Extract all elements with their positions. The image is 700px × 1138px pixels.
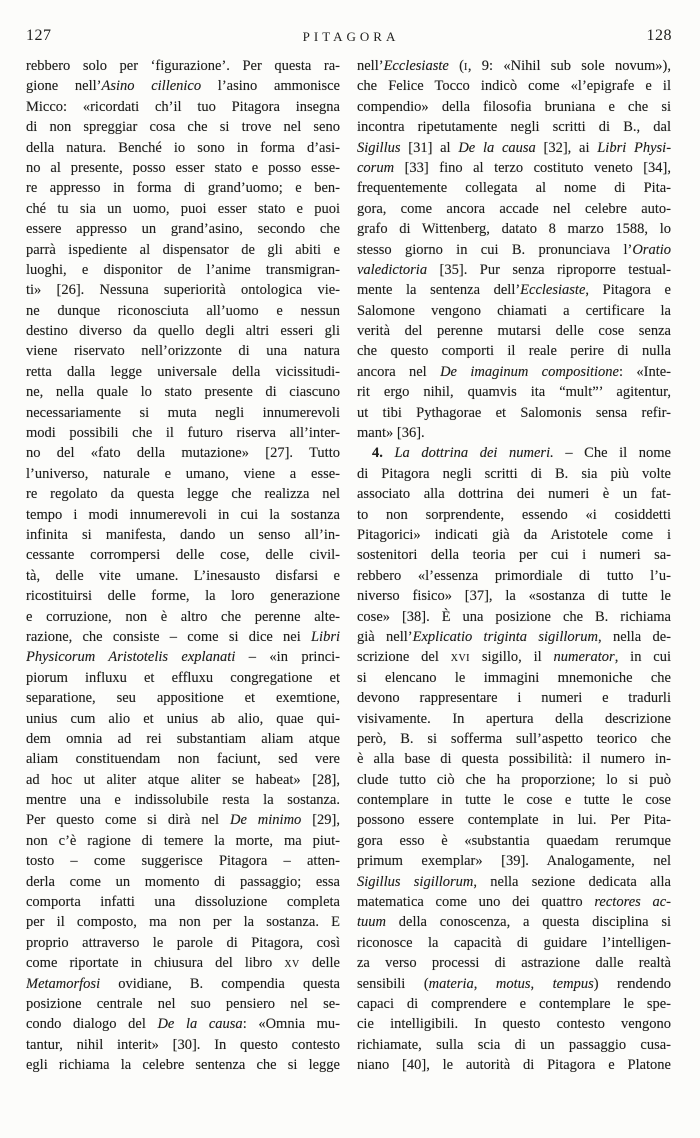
text-line: sensibili (materia, motus, tempus) rendendo <box>357 975 671 992</box>
text-line: è alla base di questa possibilità: il numero in- <box>357 751 671 768</box>
text-line: che questo comporti il reale perire di nulla <box>357 343 671 360</box>
text-line: rebbero solo per ‘figurazione’. Per questa ra- <box>26 58 340 74</box>
text-line: niverso fisico» [37], la «sostanza di tutte le <box>357 588 671 605</box>
text-line: contemplare in tutte le cose e tutte le cose <box>357 792 671 809</box>
text-line: ricostituirsi delle forme, la loro generazione <box>26 588 340 605</box>
text-line: gora esso è «substantia quaedam rerumque <box>357 832 671 849</box>
text-line: ché tu sia un uomo, puoi esser stato e puoi <box>26 200 340 217</box>
text-line: sostenitori della teoria per cui i numeri sa- <box>357 547 671 564</box>
text-line: no del «fato della mutazione» [27]. Tutto <box>26 445 340 462</box>
running-title: PITAGORA <box>302 29 400 44</box>
text-line: si elencano le immagini mnemoniche che <box>357 669 671 686</box>
text-line: tà, delle vite umane. L’inesausto disfarsi e <box>26 567 340 584</box>
text-line: capaci di comprendere e contemplare le spe- <box>357 995 671 1012</box>
italic-run: Ecclesiaste <box>383 58 449 74</box>
text-line: Salomone vengono chiamati a certificare la <box>357 302 671 319</box>
text-line: stesso giorno in cui B. pronunciava l’Oratio <box>357 241 671 258</box>
text-line: 4. La dottrina dei numeri. – Che il nome <box>372 445 671 462</box>
text-line: modi possibili che il futuro riserva all’inter- <box>26 425 340 442</box>
text-line: clude tutto ciò che ha proporzione; lo si può <box>357 771 671 788</box>
text-line: posizione centrale nel suo pensiero nel se- <box>26 995 340 1012</box>
italic-run: tempus <box>552 975 594 992</box>
text-line: matematica come uno dei quattro rectores ac- <box>357 894 671 911</box>
text-line: mente la sentenza dell’Ecclesiaste, Pitagora e <box>357 282 671 299</box>
text-line: possono essere contemplate in lui. Per Pita- <box>357 812 671 829</box>
italic-run: Libri <box>310 628 340 645</box>
italic-run: Asino cillenico <box>101 78 202 95</box>
text-line: ancora nel De imaginum compositione: «Inte- <box>357 363 671 380</box>
text-line: Metamorfosi ovidiane, B. compendia questa <box>26 975 340 992</box>
italic-run: Metamorfosi <box>26 975 101 992</box>
left-page-number: 127 <box>26 27 52 44</box>
right-text-column <box>357 56 671 1076</box>
italic-run: Sigillus <box>357 139 401 156</box>
text-line: però, B. si sofferma sull’aspetto teorico che <box>357 730 671 747</box>
italic-run: De la causa <box>157 1016 243 1033</box>
italic-run: valedictoria <box>357 261 428 278</box>
text-line: za verso processi di astrazione dalle realtà <box>357 955 671 972</box>
text-line: della natura. Benché io sono in forma d’asi- <box>26 139 340 156</box>
text-line: Sigillus [31] al De la causa [32], ai Libri Physi- <box>357 139 671 156</box>
text-line: mant» [36]. <box>357 425 425 442</box>
text-line: compendio» della filosofia bruniana e che si <box>357 98 671 115</box>
text-line: Per questo come si dirà nel De minimo [29], <box>26 812 340 829</box>
text-line: Pitagorici» indicati già da Aristotele come i <box>357 526 671 543</box>
smallcaps-run: i <box>463 58 468 74</box>
right-page-number: 128 <box>646 27 672 44</box>
text-line: grafo di Wittenberg, datato 8 marzo 1588, lo <box>357 221 671 238</box>
text-line: parrà ispediente al dispensator de gli abiti e <box>26 241 340 258</box>
text-line: già nell’Explicatio triginta sigillorum, nella de- <box>357 628 671 645</box>
text-line: re regolato da questa legge che realizza nel <box>26 486 340 503</box>
text-line: incontra ripetutamente negli scritti di B., dal <box>357 119 671 136</box>
text-line: associato alla dottrina dei numeri è un fat- <box>357 486 671 503</box>
text-line: no al presente, posso esser stato e posso esse- <box>26 159 340 176</box>
text-line: ne dunque riconosciuta all’uomo e nessun <box>26 302 340 319</box>
text-line: derla come un momento di passaggio; essa <box>26 873 340 890</box>
text-line: necessariamente si muta negli innumerevoli <box>26 404 340 421</box>
text-line: piorum influxu et effluxu congregatione et <box>26 669 340 686</box>
italic-run: De minimo <box>229 812 302 829</box>
left-text-column <box>26 56 340 1076</box>
italic-run: De imaginum compositione <box>440 363 619 380</box>
text-line: separatione, seu appositione et exemtione, <box>26 690 340 707</box>
text-line: valedictoria [35]. Pur senza riproporre testual- <box>357 261 671 278</box>
text-line: tuum della conoscenza, a questa disciplina si <box>357 914 671 931</box>
text-line: aliam constituendam non faciunt, sed vere <box>26 751 340 768</box>
italic-run: motus <box>495 975 531 992</box>
text-line: visivamente. In apertura della descrizione <box>357 710 671 727</box>
text-line: ti» [26]. Nessuna superiorità ontologica vie- <box>26 282 340 299</box>
italic-run: corum <box>357 159 395 176</box>
italic-run: tuum <box>357 914 386 931</box>
text-line: gora, come ancora accade nel celebre auto- <box>357 200 671 217</box>
text-line: tantur, nihil interit» [30]. In questo contesto <box>26 1036 340 1053</box>
bold-run: 4. <box>372 445 383 462</box>
text-line: ne, nella quale lo stato presente di ciascuno <box>26 384 340 401</box>
text-line: cie intelligibili. In questo contesto vengono <box>357 1016 671 1033</box>
text-line: proprio attraverso le parole di Pitagora, così <box>26 934 340 951</box>
text-line: che Felice Tocco indicò come «l’epigrafe e il <box>357 78 671 95</box>
text-line: egli richiama la celebre sentenza che si legge <box>26 1057 340 1074</box>
italic-run: Libri Physi- <box>597 139 671 156</box>
text-line: corum [33] fino al terzo costituto veneto [34], <box>357 159 671 176</box>
text-line: l’universo, naturale e umano, viene a esse- <box>26 465 340 482</box>
italic-run: Physicorum Aristotelis explanati <box>26 649 236 666</box>
text-line: unius cum alio et unius ab alio, quae qui- <box>26 710 340 727</box>
text-line: ad hoc ut aliter atque aliter se habeat» [28], <box>26 771 340 788</box>
text-line: richiamate, sulla scia di un passaggio cusa- <box>357 1036 671 1053</box>
text-line: frequentemente collegata al nome di Pita- <box>357 180 671 197</box>
smallcaps-run: xvi <box>450 649 471 666</box>
text-line: cose» [38]. È una posizione che B. richiama <box>357 608 671 625</box>
text-line: retta dalla legge universale della vicissitudi- <box>26 363 340 380</box>
text-line: luoghi, e disponitor de l’anime transmigran- <box>26 261 340 278</box>
text-line: Micco: «ricordati ch’il tuo Pitagora insegna <box>26 98 340 115</box>
text-line: gione nell’Asino cillenico l’asino ammonisce <box>26 78 340 95</box>
text-line: to non sorprendente, essendo «i cosiddetti <box>357 506 671 523</box>
text-line: essere appresso un grand’asino, secondo che <box>26 221 340 238</box>
text-line: e corruzione, non è altro che perenne alte- <box>26 608 340 625</box>
text-line: destino diverso da quello degli altri esseri gli <box>26 323 340 340</box>
text-line: Physicorum Aristotelis explanati – «in princi- <box>26 649 340 666</box>
text-line: condo dialogo del De la causa: «Omnia mu- <box>26 1016 340 1033</box>
text-line: per il composto, ma non per la sostanza. E <box>26 914 340 931</box>
italic-run: La dottrina dei numeri. <box>394 445 554 462</box>
italic-run: De la causa <box>458 139 536 156</box>
text-line: come riportate in chiusura del libro xv delle <box>26 955 340 972</box>
text-line: devono rappresentare i numeri e tradurli <box>357 690 671 707</box>
text-line: Sigillus sigillorum, nella sezione dedicata alla <box>357 873 671 890</box>
italic-run: Ecclesiaste <box>520 282 586 299</box>
text-line: nell’Ecclesiaste (i, 9: «Nihil sub sole novum»), <box>357 58 671 74</box>
text-line: niano [40], le autorità di Pitagora e Platone <box>357 1057 671 1074</box>
smallcaps-run: xv <box>284 955 300 972</box>
text-line: rit ergo nihil, quamvis ita “mult”’ agitentur, <box>357 384 671 401</box>
text-line: non c’è ragione di temere la morte, ma piut- <box>26 832 340 849</box>
italic-run: numerator <box>553 649 615 666</box>
text-line: scrizione del xvi sigillo, il numerator, in cui <box>357 649 671 666</box>
text-line: di Pitagora negli scritti di B. sia più volte <box>357 465 671 482</box>
text-line: infinita si manifesta, dando un senso all’in- <box>26 526 340 543</box>
text-line: riconosce la capacità di guidare l’intelligen- <box>357 934 671 951</box>
text-line: di non spreggiar cosa che si trove nel seno <box>26 119 340 136</box>
text-line: comporta infatti una dissoluzione completa <box>26 894 340 911</box>
text-line: primum exemplar» [39]. Analogamente, nel <box>357 853 671 870</box>
italic-run: Oratio <box>632 241 671 258</box>
page-header <box>26 27 672 47</box>
italic-run: materia <box>428 975 474 992</box>
italic-run: Explicatio triginta sigillorum <box>412 628 599 645</box>
text-line: tosto – come suggerisce Pitagora – atten- <box>26 853 340 870</box>
text-line: verità del perenne mutarsi delle cose senza <box>357 323 671 340</box>
text-line: ut tibi Pythagorae et Salomonis sensa refir- <box>357 404 671 421</box>
text-line: viene riservato nell’orizzonte di una natura <box>26 343 340 360</box>
text-line: cessante corrompersi delle cose, delle civil- <box>26 547 340 564</box>
text-line: tempo i modi innumerevoli in cui la sostanza <box>26 506 340 523</box>
text-line: dem omnia ad rei substantiam aliam atque <box>26 730 340 747</box>
text-line: rebbero «l’essenza primordiale di tutto l’u- <box>357 567 671 584</box>
text-line: mentre una e indissolubile resta la sostanza. <box>26 792 340 809</box>
text-line: razione, che consiste – come si dice nei Libri <box>26 628 340 645</box>
italic-run: rectores ac- <box>594 894 671 911</box>
text-line: re appresso in forma di grand’uomo; e ben- <box>26 180 340 197</box>
italic-run: Sigillus sigillorum <box>357 873 474 890</box>
